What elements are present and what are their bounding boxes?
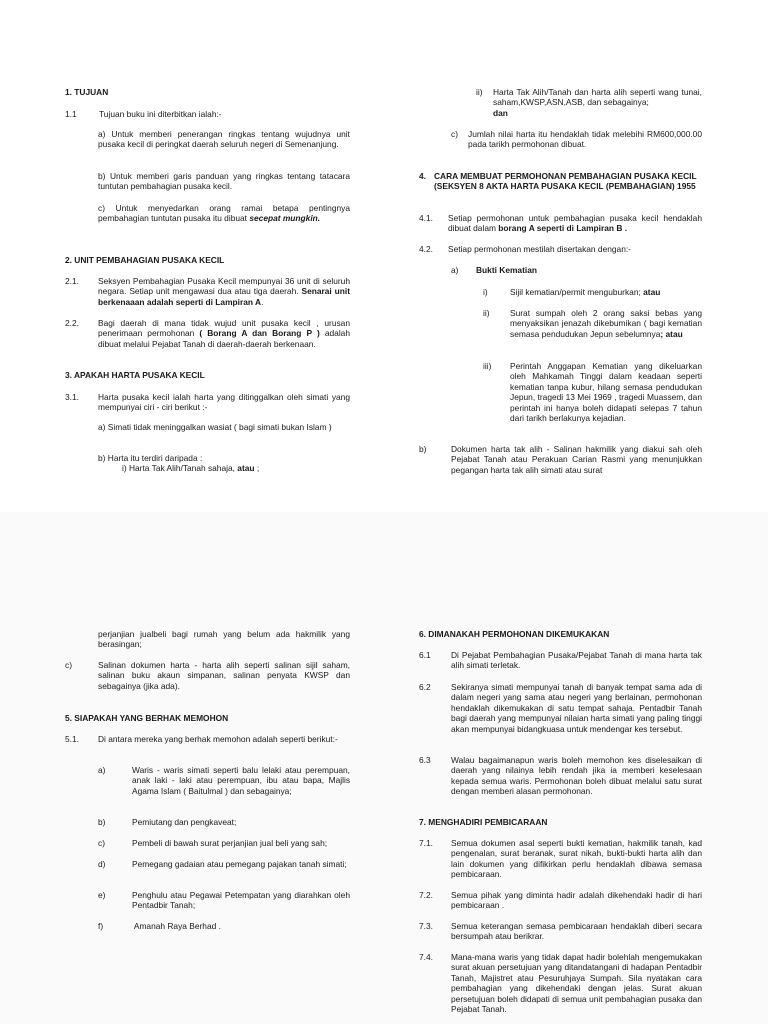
entitled-item-d-text: Pemegang gadaian atau pemegang pajakan tanah simati; bbox=[132, 859, 347, 869]
section-6-1-number: 6.1 bbox=[419, 650, 431, 660]
section-5-1-number: 5.1. bbox=[65, 734, 79, 744]
entitled-item-b-number: b) bbox=[98, 817, 106, 827]
item-c-text: Salinan dokumen harta - harta alih seperti salinan sijil saham, salinan buku akaun simpanan, salinan penyata KWSP dan sebagainya (jika ada). bbox=[98, 660, 350, 691]
entitled-item-b-text: Pemiutang dan pengkaveat; bbox=[132, 817, 237, 827]
section-1-item-c: c) Untuk menyedarkan orang ramai betapa pentingnya pembahagian tuntutan pusaka itu dibuat secepat mungkin. bbox=[98, 203, 350, 224]
entitled-item-d-number: d) bbox=[98, 859, 106, 869]
section-2-2-text: Bagi daerah di mana tidak wujud unit pusaka kecil , urusan penerimaan permohonan ( Borang A dan Borang P ) adalah dibuat melalui Pejabat Tanah di daerah-daerah berkenaan. bbox=[98, 318, 350, 349]
section-6-3-number: 6.3 bbox=[419, 755, 431, 765]
section-6-1-text: Di Pejabat Pembahagian Pusaka/Pejabat Tanah di mana harta tak alih simati terletak. bbox=[451, 650, 702, 671]
section-5-1-text: Di antara mereka yang berhak memohon adalah seperti berikut:- bbox=[98, 734, 338, 744]
item-a-iii-text: Perintah Anggapan Kematian yang dikeluarkan oleh Mahkamah Tinggi dalam keadaan seperti kematian tanpa kubur, hilang semasa pendudukan Jepun, tragedi 13 Mei 1969 , tragedi Muassem, dan perintah ini hanya boleh didapati selepas 7 tahun dari tarikh berlakunya kejadian. bbox=[510, 361, 702, 424]
section-1-1-number: 1.1 bbox=[65, 109, 77, 119]
section-4-1-text: Setiap permohonan untuk pembahagian pusaka kecil hendaklah dibuat dalam borang A seperti di Lampiran B . bbox=[448, 213, 702, 234]
section-4-1-number: 4.1. bbox=[419, 213, 433, 223]
document-page-2 bbox=[0, 512, 768, 1024]
entitled-item-f-number: f) bbox=[98, 921, 104, 931]
section-6-heading: 6. DIMANAKAH PERMOHONAN DIKEMUKAKAN bbox=[419, 629, 610, 639]
item-c-text: Jumlah nilai harta itu hendaklah tidak melebihi RM600,000.00 pada tarikh permohonan dibuat. bbox=[468, 129, 702, 150]
section-2-heading: 2. UNIT PEMBAHAGIAN PUSAKA KECIL bbox=[65, 255, 225, 265]
section-3-item-b: b) Harta itu terdiri daripada : bbox=[98, 453, 203, 463]
entitled-item-c-number: c) bbox=[98, 838, 105, 848]
section-7-heading: 7. MENGHADIRI PEMBICARAAN bbox=[419, 817, 548, 827]
item-a-ii-text: Surat sumpah oleh 2 orang saksi bebas yang menyaksikan jenazah dikebumikan ( bagi kematian semasa pendudukan Jepun sebelumnya; atau bbox=[510, 308, 702, 339]
section-6-2-text: Sekiranya simati mempunyai tanah di banyak tempat sama ada di dalam negeri yang sama atau negeri yang berlainan, permohonan hendaklah dikemukakan di satu tempat sahaja. Pentadbir Tanah bagi daerah yang mempunyai nilaian harta simati yang paling tinggi akan mempunyai bidangkuasa untuk mendengar kes tersebut. bbox=[451, 682, 702, 734]
section-7-4-number: 7.4. bbox=[419, 952, 433, 962]
entitled-item-a-number: a) bbox=[98, 765, 106, 775]
section-1-item-b: b) Untuk memberi garis panduan yang ringkas tentang tatacara tuntutan pembahagian pusaka kecil. bbox=[98, 171, 350, 192]
section-7-1-text: Semua dokumen asal seperti bukti kematian, hakmilik tanah, kad pengenalan, surat beranak, surat nikah, bukti-bukti harta alih dan lain dokumen yang difikirkan perlu hendaklah dibawa semasa pembicaraan. bbox=[451, 838, 702, 880]
entitled-item-f-text: Amanah Raya Berhad . bbox=[132, 921, 221, 931]
entitled-item-e-number: e) bbox=[98, 890, 106, 900]
section-2-2-number: 2.2. bbox=[65, 318, 79, 328]
item-c-number: c) bbox=[451, 129, 458, 139]
section-7-2-number: 7.2. bbox=[419, 890, 433, 900]
item-a-iii-number: iii) bbox=[483, 361, 492, 371]
item-ii-text: Harta Tak Alih/Tanah dan harta alih seperti wang tunai, saham,KWSP,ASN,ASB, dan sebagainya; dan bbox=[493, 87, 702, 118]
item-b-text: Dokumen harta tak alih - Salinan hakmilik yang diakui sah oleh Pejabat Tanah atau Perakuan Carian Rasmi yang menunjukkan pegangan harta tak alih simati atau surat bbox=[451, 444, 702, 475]
item-a-ii-number: ii) bbox=[483, 308, 490, 318]
section-4-heading: CARA MEMBUAT PERMOHONAN PEMBAHAGIAN PUSAKA KECIL (SEKSYEN 8 AKTA HARTA PUSAKA KECIL (PEMBAHAGIAN) 1955 bbox=[434, 171, 697, 192]
section-3-1-text: Harta pusaka kecil ialah harta yang ditinggalkan oleh simati yang mempunyai ciri - ciri berikut :- bbox=[98, 392, 350, 413]
section-4-2-text: Setiap permohonan mestilah disertakan dengan:- bbox=[448, 244, 631, 254]
section-4-number: 4. bbox=[419, 171, 426, 181]
section-2-1-number: 2.1. bbox=[65, 276, 79, 286]
section-3-heading: 3. APAKAH HARTA PUSAKA KECIL bbox=[65, 370, 205, 380]
section-1-item-a: a) Untuk memberi penerangan ringkas tentang wujudnya unit pusaka kecil di peringkat daerah seluruh negeri di Semenanjung. bbox=[98, 129, 350, 150]
entitled-item-c-text: Pembeli di bawah surat perjanjian jual beli yang sah; bbox=[132, 838, 328, 848]
continuation-text: perjanjian jualbeli bagi rumah yang belum ada hakmilik yang berasingan; bbox=[98, 629, 350, 650]
section-2-1-text: Seksyen Pembahagian Pusaka Kecil mempunyai 36 unit di seluruh negara. Setiap unit mengawasi dua atau tiga daerah. Senarai unit berkenaaan adalah seperti di Lampiran A. bbox=[98, 276, 351, 307]
section-3-item-b-i: i) Harta Tak Alih/Tanah sahaja, atau ; bbox=[122, 463, 260, 473]
item-a-heading: Bukti Kematian bbox=[476, 265, 537, 275]
section-7-1-number: 7.1. bbox=[419, 838, 433, 848]
item-a-i-text: Sijil kematian/permit menguburkan; atau bbox=[510, 287, 661, 297]
item-b-number: b) bbox=[419, 444, 427, 454]
section-7-3-text: Semua keterangan semasa pembicaraan hendaklah diberi secara bersumpah atau berikrar. bbox=[451, 921, 702, 942]
section-5-heading: 5. SIAPAKAH YANG BERHAK MEMOHON bbox=[65, 713, 229, 723]
section-1-1-text: Tujuan buku ini diterbitkan ialah:- bbox=[99, 109, 222, 119]
section-6-3-text: Walau bagaimanapun waris boleh memohon kes diselesaikan di daerah yang nilainya lebih rendah jika ia memberi keselesaan kepada semua waris. Permohonan boleh dibuat melalui satu surat dengan memberi alasan permohonan. bbox=[451, 755, 702, 797]
section-3-1-number: 3.1. bbox=[65, 392, 79, 402]
item-c-number: c) bbox=[65, 660, 72, 670]
item-a-i-number: i) bbox=[483, 287, 488, 297]
section-7-3-number: 7.3. bbox=[419, 921, 433, 931]
entitled-item-a-text: Waris - waris simati seperti balu lelaki atau perempuan, anak laki - laki atau perempuan, ibu atau bapa, Majlis Agama Islam ( Baitulmal ) dan sebagainya; bbox=[132, 765, 350, 796]
section-3-item-a: a) Simati tidak meninggalkan wasiat ( bagi simati bukan Islam ) bbox=[98, 422, 332, 432]
section-6-2-number: 6.2 bbox=[419, 682, 431, 692]
section-1-heading: 1. TUJUAN bbox=[65, 87, 109, 97]
section-7-4-text: Mana-mana waris yang tidak dapat hadir bolehlah mengemukakan surat akuan persetujuan yang ditandatangani di hadapan Pentadbir Tanah, Majistret atau Pesuruhjaya Sumpah. Sila nyatakan cara pembahagian yang dikehendaki dengan jelas. Surat akuan persetujuan boleh didapati di semua unit pembahagian pusaka dan Pejabat Tanah. bbox=[451, 952, 702, 1015]
section-4-2-number: 4.2. bbox=[419, 244, 433, 254]
section-7-2-text: Semua pihak yang diminta hadir adalah dikehendaki hadir di hari pembicaraan . bbox=[451, 890, 702, 911]
entitled-item-e-text: Penghulu atau Pegawai Petempatan yang diarahkan oleh Pentadbir Tanah; bbox=[132, 890, 350, 911]
item-ii-number: ii) bbox=[476, 87, 483, 97]
item-a-number: a) bbox=[451, 265, 459, 275]
